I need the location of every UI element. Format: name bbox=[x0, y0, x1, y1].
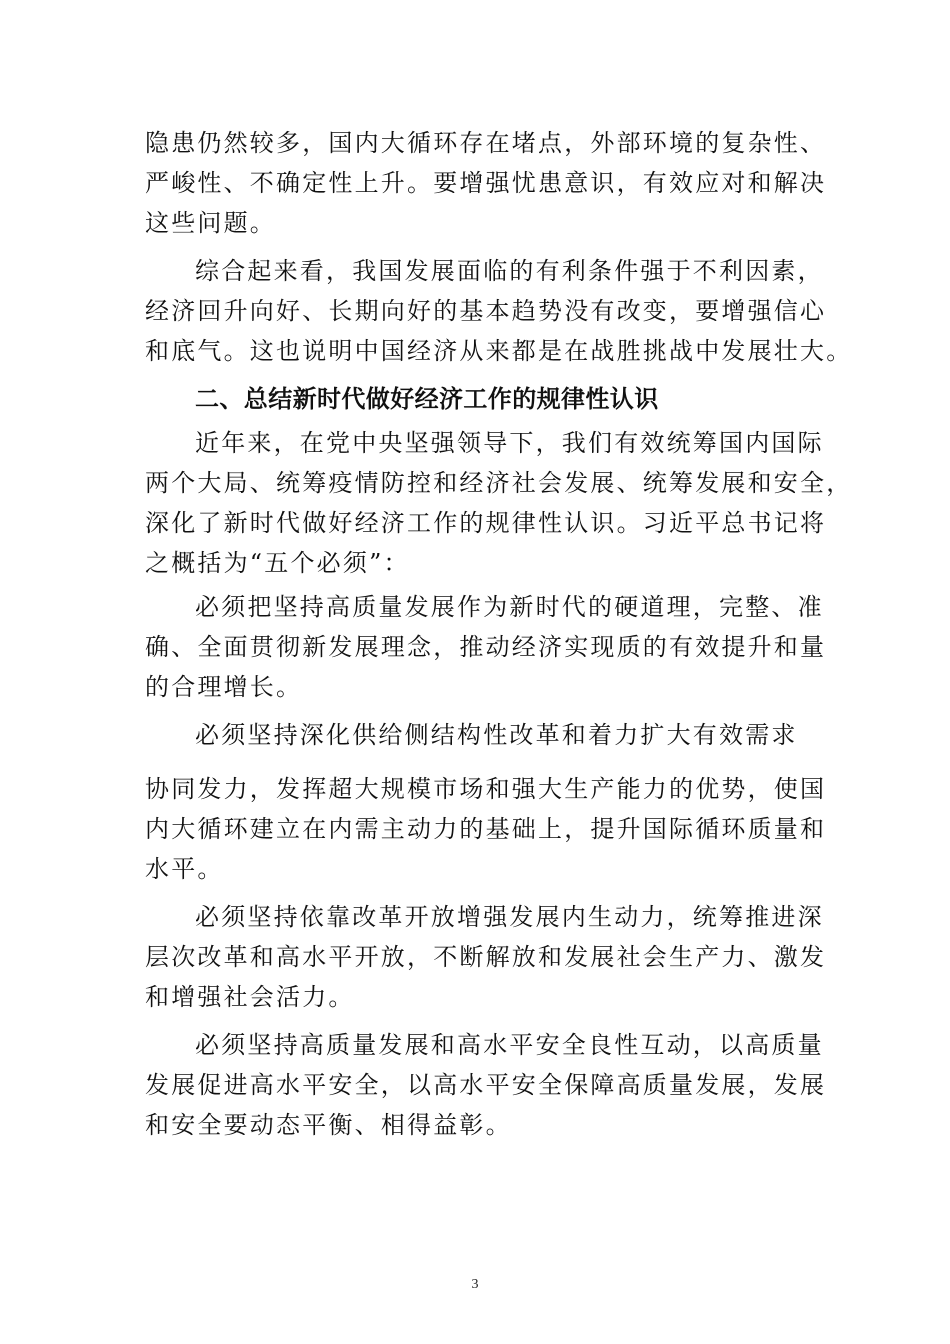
text-line: 隐患仍然较多，国内大循环存在堵点，外部环境的复杂性、 bbox=[145, 129, 827, 157]
text-line: 经济回升向好、长期向好的基本趋势没有改变，要增强信心 bbox=[145, 297, 827, 325]
paragraph bbox=[145, 715, 827, 889]
section-heading bbox=[145, 379, 805, 419]
text-line: 和安全要动态平衡、相得益彰。 bbox=[145, 1111, 512, 1139]
text-line: 严峻性、不确定性上升。要增强忧患意识，有效应对和解决 bbox=[145, 169, 827, 197]
text-line: 深化了新时代做好经济工作的规律性认识。习近平总书记将 bbox=[145, 509, 827, 537]
paragraph bbox=[145, 251, 853, 371]
text-line: 水平。 bbox=[145, 855, 224, 883]
paragraph bbox=[145, 1025, 827, 1145]
text-line: 和底气。这也说明中国经济从来都是在战胜挑战中发展壮大。 bbox=[145, 337, 853, 365]
text-line: 必须坚持深化供给侧结构性改革和着力扩大有效需求 bbox=[195, 721, 798, 749]
paragraph bbox=[145, 423, 853, 583]
text-line: 必须坚持高质量发展和高水平安全良性互动，以高质量 bbox=[195, 1031, 824, 1059]
text-line: 内大循环建立在内需主动力的基础上，提升国际循环质量和 bbox=[145, 815, 827, 843]
paragraph bbox=[145, 587, 827, 707]
text-line: 之概括为“五个必须”： bbox=[145, 549, 410, 577]
text-line: 近年来，在党中央坚强领导下，我们有效统筹国内国际 bbox=[195, 429, 824, 457]
text-line: 综合起来看，我国发展面临的有利条件强于不利因素， bbox=[195, 257, 824, 285]
paragraph-continuation bbox=[145, 123, 827, 243]
heading-text: 二、总结新时代做好经济工作的规律性认识 bbox=[195, 385, 659, 413]
text-line: 的合理增长。 bbox=[145, 673, 303, 701]
text-line: 这些问题。 bbox=[145, 209, 276, 237]
text-line: 和增强社会活力。 bbox=[145, 983, 355, 1011]
document-body bbox=[145, 123, 853, 1145]
text-line: 必须坚持依靠改革开放增强发展内生动力，统筹推进深 bbox=[195, 903, 824, 931]
paragraph bbox=[145, 897, 827, 1017]
text-line: 两个大局、统筹疫情防控和经济社会发展、统筹发展和安全， bbox=[145, 469, 853, 497]
text-line: 发展促进高水平安全，以高水平安全保障高质量发展，发展 bbox=[145, 1071, 827, 1099]
text-line: 层次改革和高水平开放，不断解放和发展社会生产力、激发 bbox=[145, 943, 827, 971]
text-line: 必须把坚持高质量发展作为新时代的硬道理，完整、准 bbox=[195, 593, 824, 621]
text-line: 确、全面贯彻新发展理念，推动经济实现质的有效提升和量 bbox=[145, 633, 827, 661]
page-number: 3 bbox=[471, 1277, 479, 1292]
text-line: 协同发力，发挥超大规模市场和强大生产能力的优势，使国 bbox=[145, 775, 827, 803]
